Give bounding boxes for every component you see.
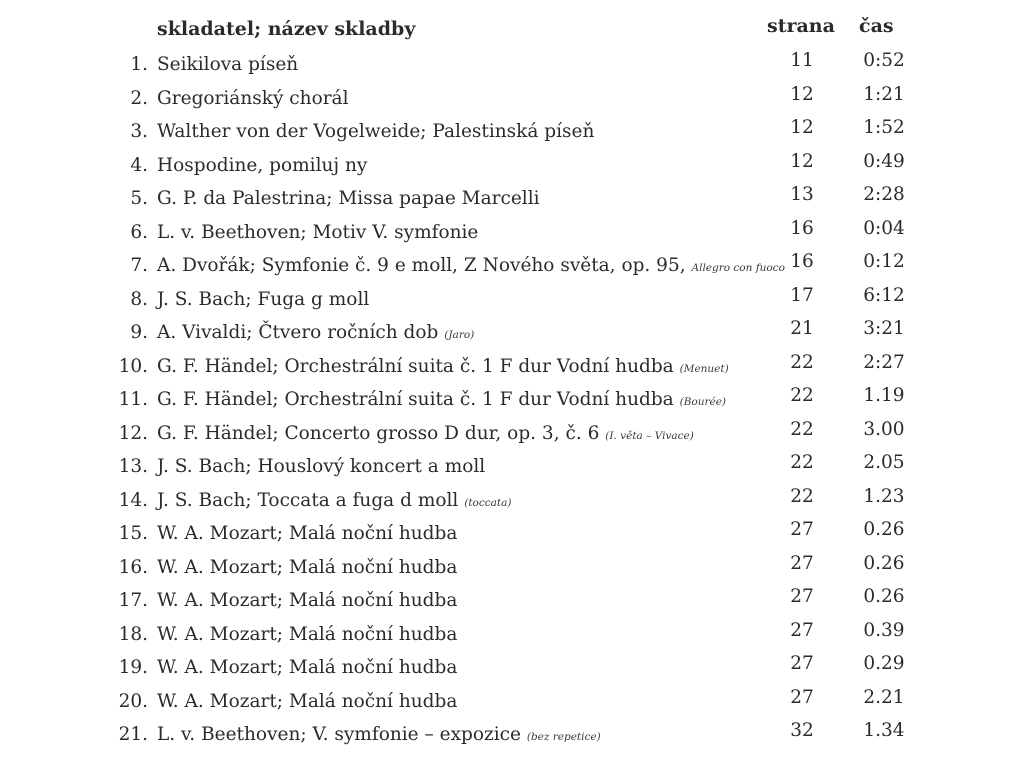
track-title-text: A. Vivaldi; Čtvero ročních dob (157, 322, 439, 343)
track-row (0, 550, 1024, 584)
track-time: 0:12 (863, 251, 905, 272)
track-title-text: L. v. Beethoven; V. symfonie – expozice (157, 724, 521, 745)
track-time: 0.26 (863, 552, 905, 574)
track-row (0, 47, 1024, 81)
track-number: 17. (118, 590, 148, 611)
track-list (0, 47, 1024, 751)
track-page: 22 (790, 385, 814, 406)
header-time: čas (859, 15, 894, 37)
track-title (157, 121, 594, 142)
track-number: 12. (118, 422, 148, 444)
track-time: 1:21 (863, 83, 905, 105)
track-title (157, 423, 694, 444)
track-note: (I. věta – Vivace) (605, 429, 694, 442)
track-time: 0:04 (863, 217, 905, 239)
track-title (157, 691, 457, 712)
track-title (157, 557, 457, 578)
track-page: 27 (790, 586, 814, 607)
track-row (0, 382, 1024, 416)
header-title: skladatel; název skladby (157, 18, 416, 40)
track-page: 27 (790, 686, 814, 708)
track-title (157, 724, 601, 745)
track-time: 1.19 (863, 385, 905, 406)
track-title (157, 188, 540, 209)
track-title (157, 54, 298, 75)
track-time: 2:27 (863, 351, 905, 373)
track-page: 12 (790, 83, 814, 105)
track-number: 20. (118, 690, 148, 712)
track-title-text: J. S. Bach; Toccata a fuga d moll (157, 489, 459, 511)
track-title-text: W. A. Mozart; Malá noční hudba (157, 590, 458, 611)
track-title-text: W. A. Mozart; Malá noční hudba (157, 690, 458, 712)
header-page: strana (767, 15, 835, 37)
track-note: (Bourée) (679, 396, 727, 408)
track-number: 4. (130, 154, 148, 176)
track-row (0, 315, 1024, 349)
track-page: 27 (790, 653, 814, 674)
track-time: 0:52 (863, 50, 905, 71)
track-title (157, 657, 457, 678)
track-row (0, 684, 1024, 718)
track-page: 16 (790, 251, 814, 272)
track-number: 10. (118, 355, 148, 377)
track-page: 22 (790, 485, 814, 507)
track-row (0, 717, 1024, 751)
track-page: 22 (790, 418, 814, 440)
track-time: 2:28 (863, 184, 905, 205)
track-title-text: J. S. Bach; Fuga g moll (157, 288, 370, 310)
track-title-text: G. F. Händel; Orchestrální suita č. 1 F dur Vodní hudba (157, 355, 674, 377)
track-title-text: W. A. Mozart; Malá noční hudba (157, 623, 458, 645)
track-title (157, 624, 457, 645)
track-row (0, 282, 1024, 316)
track-title-text: Seikilova píseň (157, 54, 299, 75)
track-page: 27 (790, 552, 814, 574)
track-time: 3:21 (863, 318, 905, 339)
track-note: (Jaro) (444, 329, 475, 341)
track-number: 5. (130, 188, 148, 209)
track-number: 14. (118, 489, 148, 511)
track-page: 11 (790, 50, 814, 71)
track-note: (toccata) (464, 496, 512, 509)
track-title (157, 155, 367, 176)
track-title (157, 389, 726, 410)
track-title (157, 322, 474, 343)
track-title-text: W. A. Mozart; Malá noční hudba (157, 523, 458, 544)
track-number: 13. (118, 456, 148, 477)
track-title (157, 255, 785, 276)
track-time: 0.39 (863, 619, 905, 641)
track-number: 2. (130, 87, 148, 109)
track-row (0, 583, 1024, 617)
track-title (157, 222, 478, 243)
track-time: 2.21 (863, 686, 905, 708)
track-title (157, 356, 729, 377)
track-number: 15. (118, 523, 148, 544)
track-number: 19. (118, 657, 148, 678)
track-page: 22 (790, 452, 814, 473)
track-title-text: G. P. da Palestrina; Missa papae Marcelli (157, 188, 540, 209)
track-title-text: G. F. Händel; Orchestrální suita č. 1 F dur Vodní hudba (157, 389, 674, 410)
track-time: 0.26 (863, 586, 905, 607)
track-page: 21 (790, 318, 814, 339)
track-number: 16. (118, 556, 148, 578)
track-time: 1:52 (863, 117, 905, 138)
track-number: 18. (118, 623, 148, 645)
track-page: 16 (790, 217, 814, 239)
track-time: 0.26 (863, 519, 905, 540)
track-title-text: Walther von der Vogelweide; Palestinská píseň (157, 121, 595, 142)
track-number: 9. (130, 322, 148, 343)
track-row (0, 148, 1024, 182)
track-time: 6:12 (863, 284, 905, 306)
track-title (157, 590, 457, 611)
track-title-text: W. A. Mozart; Malá noční hudba (157, 657, 458, 678)
track-row (0, 215, 1024, 249)
track-time: 0:49 (863, 150, 905, 172)
track-row (0, 516, 1024, 550)
track-title (157, 490, 511, 511)
track-title (157, 289, 369, 310)
track-number: 3. (130, 121, 148, 142)
track-title-text: Hospodine, pomiluj ny (157, 154, 368, 176)
track-page: 27 (790, 619, 814, 641)
track-title-text: J. S. Bach; Houslový koncert a moll (157, 456, 486, 477)
track-note: Allegro con fuoco (691, 262, 785, 274)
track-title-text: L. v. Beethoven; Motiv V. symfonie (157, 221, 479, 243)
track-time: 1.34 (863, 720, 905, 741)
track-row (0, 483, 1024, 517)
track-row (0, 181, 1024, 215)
track-row (0, 114, 1024, 148)
track-title-text: Gregoriánský chorál (157, 87, 349, 109)
track-row (0, 248, 1024, 282)
track-page: 12 (790, 117, 814, 138)
track-number: 1. (130, 54, 148, 75)
track-title (157, 456, 485, 477)
track-page: 32 (790, 720, 814, 741)
track-time: 0.29 (863, 653, 905, 674)
track-row (0, 349, 1024, 383)
track-number: 6. (130, 221, 148, 243)
track-page: 12 (790, 150, 814, 172)
track-row (0, 449, 1024, 483)
track-row (0, 416, 1024, 450)
track-number: 21. (118, 724, 148, 745)
track-note: (bez repetice) (526, 731, 601, 743)
track-title-text: A. Dvořák; Symfonie č. 9 e moll, Z Nového světa, op. 95, (157, 255, 686, 276)
track-row (0, 81, 1024, 115)
track-row (0, 617, 1024, 651)
track-time: 1.23 (863, 485, 905, 507)
track-number: 7. (130, 255, 148, 276)
track-note: (Menuet) (679, 362, 729, 375)
track-title (157, 88, 349, 109)
table-header (0, 14, 1024, 44)
track-title (157, 523, 457, 544)
track-page: 27 (790, 519, 814, 540)
track-title-text: G. F. Händel; Concerto grosso D dur, op. 3, č. 6 (157, 422, 600, 444)
track-row (0, 650, 1024, 684)
track-time: 3.00 (863, 418, 905, 440)
track-title-text: W. A. Mozart; Malá noční hudba (157, 556, 458, 578)
track-page: 17 (790, 284, 814, 306)
track-page: 13 (790, 184, 814, 205)
track-page: 22 (790, 351, 814, 373)
track-number: 11. (118, 389, 148, 410)
track-number: 8. (130, 288, 148, 310)
track-time: 2.05 (863, 452, 905, 473)
